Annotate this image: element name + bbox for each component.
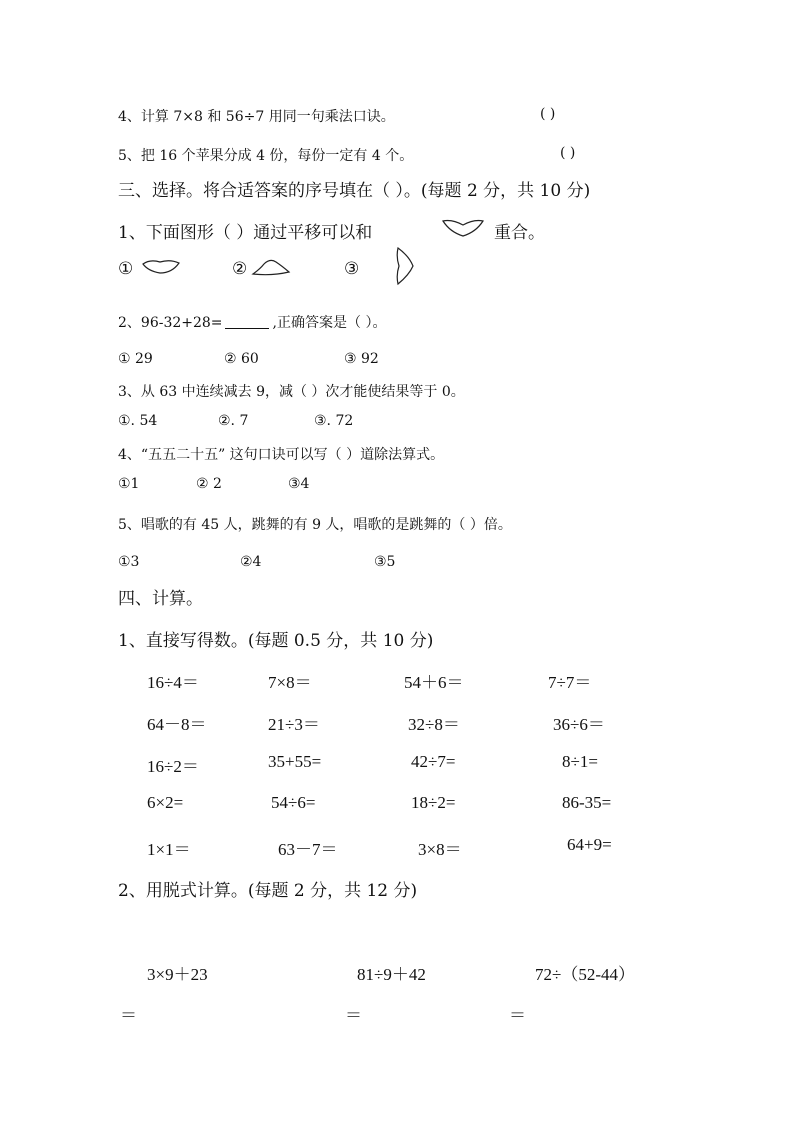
choice-q1-option-2-label[interactable]: ② [232, 259, 248, 279]
choice-q5-option-2[interactable]: ②4 [240, 554, 262, 570]
choice-q2-blank[interactable] [225, 328, 269, 329]
judge-item-5-answer-box[interactable]: ( ) [560, 145, 576, 161]
calc-part-1-heading: 1、直接写得数。(每题 0.5 分，共 10 分) [118, 631, 434, 651]
calc-item[interactable]: 7×8＝ [268, 673, 312, 692]
calc-item[interactable]: 36÷6＝ [553, 715, 605, 734]
stepwise-eq-2[interactable]: ＝ [345, 1006, 362, 1025]
judge-item-4: 4、计算 7×8 和 56÷7 用同一句乘法口诀。 [118, 109, 395, 125]
choice-q3-option-3[interactable]: ③. 72 [314, 413, 354, 429]
section-3-heading: 三、选择。将合适答案的序号填在（ ）。(每题 2 分，共 10 分) [118, 181, 591, 201]
calc-item[interactable]: 21÷3＝ [268, 715, 320, 734]
option-1-shape-icon [142, 258, 180, 274]
calc-item[interactable]: 42÷7= [411, 752, 456, 771]
calc-item[interactable]: 64－8＝ [147, 715, 207, 734]
calc-item[interactable]: 32÷8＝ [408, 715, 460, 734]
option-3-shape-icon [395, 247, 415, 285]
choice-q4-option-1[interactable]: ①1 [118, 476, 140, 492]
choice-q4-option-2[interactable]: ② 2 [196, 476, 222, 492]
calc-item[interactable]: 6×2= [147, 793, 184, 812]
calc-part-2-heading: 2、用脱式计算。(每题 2 分，共 12 分) [118, 881, 418, 901]
choice-q5-option-1[interactable]: ①3 [118, 554, 140, 570]
option-2-shape-icon [252, 258, 290, 276]
choice-q4-option-3[interactable]: ③4 [288, 476, 310, 492]
choice-q2-option-1[interactable]: ① 29 [118, 351, 153, 367]
stepwise-expr-3: 72÷（52-44） [535, 965, 635, 984]
calc-item[interactable]: 63－7＝ [278, 840, 338, 859]
calc-item[interactable]: 18÷2= [411, 793, 456, 812]
calc-item[interactable]: 3×8＝ [418, 840, 462, 859]
choice-q5-text: 5、唱歌的有 45 人，跳舞的有 9 人，唱歌的是跳舞的（ ）倍。 [118, 517, 512, 533]
stepwise-expr-1: 3×9＋23 [147, 965, 208, 984]
judge-item-4-answer-box[interactable]: ( ) [540, 106, 556, 122]
calc-item[interactable]: 16÷4＝ [147, 673, 199, 692]
calc-item[interactable]: 35+55= [268, 752, 322, 771]
judge-item-5: 5、把 16 个苹果分成 4 份，每份一定有 4 个。 [118, 148, 414, 164]
choice-q2-text [118, 312, 386, 332]
choice-q1-option-3-label[interactable]: ③ [344, 259, 360, 279]
choice-q4-text: 4、“五五二十五” 这句口诀可以写（ ）道除法算式。 [118, 447, 445, 463]
choice-q2-text-b: ,正确答案是（ ）。 [272, 315, 387, 331]
choice-q2-text-a: 2、96-32+28= [118, 315, 223, 331]
choice-q2-option-2[interactable]: ② 60 [224, 351, 259, 367]
calc-item[interactable]: 1×1＝ [147, 840, 191, 859]
choice-q5-option-3[interactable]: ③5 [374, 554, 396, 570]
calc-item[interactable]: 86-35= [562, 793, 612, 812]
section-4-heading: 四、计算。 [118, 589, 203, 609]
choice-q3-option-1[interactable]: ①. 54 [118, 413, 158, 429]
choice-q3-option-2[interactable]: ②. 7 [218, 413, 249, 429]
stepwise-eq-3[interactable]: ＝ [509, 1006, 526, 1025]
calc-item[interactable]: 7÷7＝ [548, 673, 592, 692]
calc-item[interactable]: 54＋6＝ [404, 673, 464, 692]
calc-item[interactable]: 16÷2＝ [147, 757, 199, 776]
calc-item[interactable]: 54÷6= [271, 793, 316, 812]
calc-item[interactable]: 8÷1= [562, 752, 598, 771]
stepwise-expr-2: 81÷9＋42 [357, 965, 426, 984]
calc-item[interactable]: 64+9= [567, 835, 612, 854]
reference-shape-icon [442, 218, 484, 238]
choice-q3-text: 3、从 63 中连续减去 9，减（ ）次才能使结果等于 0。 [118, 384, 465, 400]
choice-q1-option-1-label[interactable]: ① [118, 259, 134, 279]
choice-q1-text-a: 1、下面图形（ ）通过平移可以和 [118, 223, 373, 243]
stepwise-eq-1[interactable]: ＝ [120, 1006, 137, 1025]
choice-q2-option-3[interactable]: ③ 92 [344, 351, 379, 367]
choice-q1-text-b: 重合。 [494, 223, 545, 243]
